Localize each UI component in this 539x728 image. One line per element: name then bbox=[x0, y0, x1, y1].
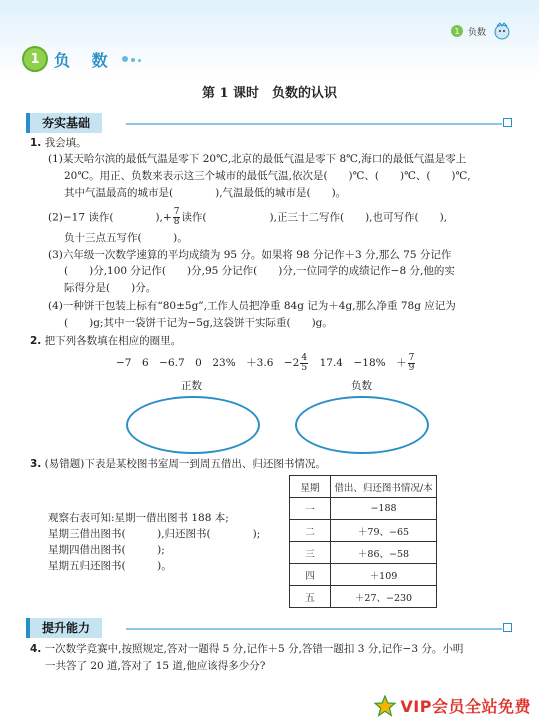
question-3-title: 3. (易错题)下表是某校图书室周一到周五借出、归还图书情况。 bbox=[30, 458, 326, 470]
q1-part4-line2: ( )g;其中一袋饼干记为−5g,这袋饼干实际重( )g。 bbox=[64, 317, 333, 329]
q1-part4-line1: (4)一种饼干包装上标有“80±5g”,工作人员把净重 84g 记为＋4g,那么净重 78g 应记为 bbox=[48, 300, 456, 312]
table-cell: 二 bbox=[290, 520, 331, 542]
table-row bbox=[290, 586, 437, 608]
table-cell: ＋79、−65 bbox=[331, 520, 437, 542]
section-end-square-icon bbox=[503, 118, 512, 127]
table-row bbox=[290, 542, 437, 564]
question-4-line2: 一共答了 20 道,答对了 15 道,他应该得多少分? bbox=[45, 660, 266, 672]
positive-number-oval[interactable] bbox=[126, 396, 260, 454]
q1-part3-line3: 际得分是( )分。 bbox=[64, 282, 157, 294]
table-cell: −188 bbox=[331, 498, 437, 520]
library-table bbox=[289, 475, 437, 608]
running-header bbox=[451, 20, 513, 42]
q3-line3: 星期四借出图书( ); bbox=[48, 544, 165, 556]
q1-part2-line2: 负十三点五写作( )。 bbox=[64, 232, 188, 244]
question-4-line1: 4. 一次数学竞赛中,按照规定,答对一题得 5 分,记作＋5 分,答错一题扣 3 分,记作−3 分。小明 bbox=[30, 643, 464, 655]
section-title: 夯实基础 bbox=[26, 113, 102, 133]
q1-part3-line2: ( )分,100 分记作( )分,95 分记作( )分,一位同学的成绩记作−8 分,他的实 bbox=[64, 265, 455, 277]
table-cell: 一 bbox=[290, 498, 331, 520]
section-header-basics bbox=[26, 113, 512, 133]
table-cell: ＋27、−230 bbox=[331, 586, 437, 608]
table-cell: ＋86、−58 bbox=[331, 542, 437, 564]
section-end-square-icon bbox=[503, 623, 512, 632]
q1-part1-line2: 20℃。用正、负数来表示这三个城市的最低气温,依次是( )℃、( )℃、( )℃, bbox=[64, 170, 471, 182]
mascot-icon bbox=[491, 20, 513, 42]
table-header-row bbox=[290, 476, 437, 498]
table-cell: 三 bbox=[290, 542, 331, 564]
section-title: 提升能力 bbox=[26, 618, 102, 638]
table-header-cell: 借出、归还图书情况/本 bbox=[331, 476, 437, 498]
section-header-advanced bbox=[26, 618, 512, 638]
negative-number-oval[interactable] bbox=[295, 396, 429, 454]
unit-heading bbox=[22, 46, 141, 72]
q3-line1: 观察右表可知:星期一借出图书 188 本; bbox=[48, 512, 229, 524]
question-1-title: 1. 我会填。 bbox=[30, 137, 87, 149]
star-icon bbox=[374, 695, 396, 717]
q1-part1-line1: (1)某天哈尔滨的最低气温是零下 20℃,北京的最低气温是零下 8℃,海口的最低气温是零上 bbox=[48, 153, 467, 165]
q1-part2-line1: (2)−17 读作( ),+ $\frac{7}{8}$ 读作( ),正三十二写作( ),也可写作( ), bbox=[48, 207, 448, 227]
table-cell: 五 bbox=[290, 586, 331, 608]
table-row bbox=[290, 564, 437, 586]
question-2-title: 2. 把下列各数填在相应的圈里。 bbox=[30, 335, 182, 347]
unit-number-badge: 1 bbox=[22, 46, 48, 72]
unit-title: 负 数 bbox=[54, 50, 116, 70]
negative-label: 负数 bbox=[351, 380, 372, 392]
fraction-seven-ninths: $\frac{7}{9}$ bbox=[408, 352, 415, 373]
table-cell: ＋109 bbox=[331, 564, 437, 586]
q1-part3-line1: (3)六年级一次数学速算的平均成绩为 95 分。如果将 98 分记作＋3 分,那么 75 分记作 bbox=[48, 249, 452, 261]
q1-part1-line3: 其中气温最高的城市是( ),气温最低的城市是( )。 bbox=[64, 187, 347, 199]
table-row bbox=[290, 520, 437, 542]
vip-watermark bbox=[374, 694, 531, 717]
header-unit-name: 负数 bbox=[467, 27, 486, 38]
section-rule bbox=[126, 123, 502, 125]
section-rule bbox=[126, 628, 502, 630]
q2-number-list: −7 6 −6.7 0 23% ＋3.6 −2 $\frac{4}{5}$ 17.4 −18% ＋ $\frac{7}{9}$ bbox=[116, 352, 415, 373]
decorative-dots-icon bbox=[122, 56, 141, 62]
fraction-seven-eighths: $\frac{7}{8}$ bbox=[173, 207, 180, 227]
table-cell: 四 bbox=[290, 564, 331, 586]
watermark-text: VIP会员全站免费 bbox=[400, 697, 531, 716]
positive-label: 正数 bbox=[181, 380, 202, 392]
lesson-title: 第 1 课时 负数的认识 bbox=[201, 86, 338, 101]
table-row bbox=[290, 498, 437, 520]
q3-line4: 星期五归还图书( )。 bbox=[48, 560, 172, 572]
fraction-four-fifths: $\frac{4}{5}$ bbox=[301, 352, 308, 373]
table-header-cell: 星期 bbox=[290, 476, 331, 498]
q3-line2: 星期三借出图书( ),归还图书( ); bbox=[48, 528, 261, 540]
header-unit-badge: 1 bbox=[451, 25, 463, 37]
